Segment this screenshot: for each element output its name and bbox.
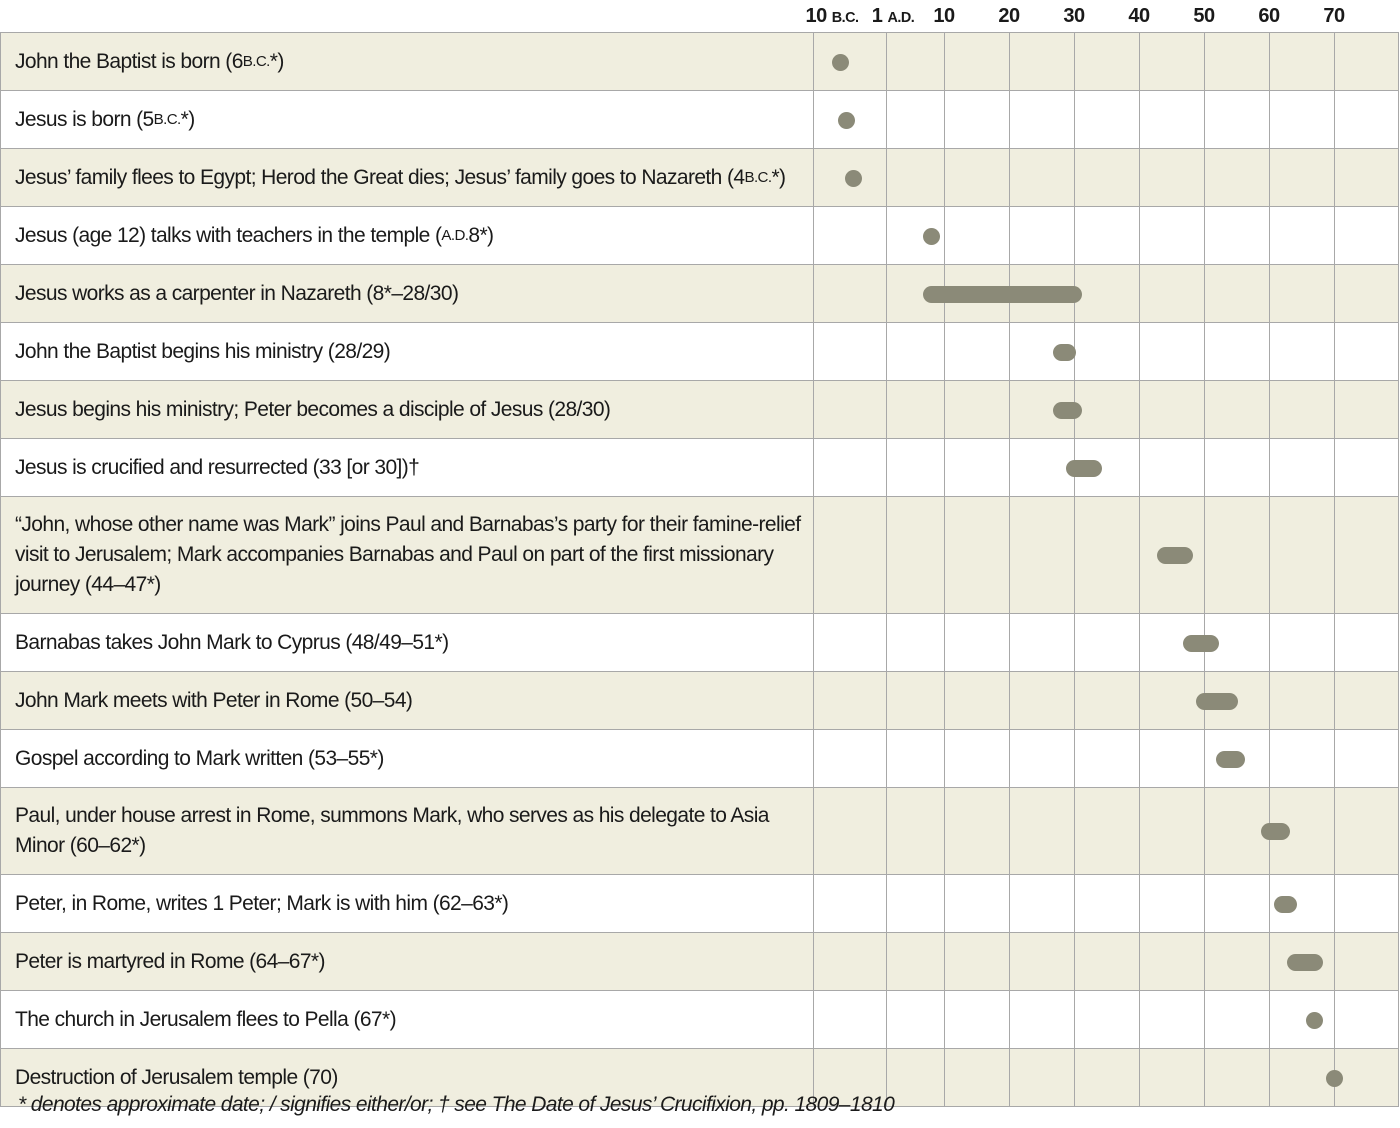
gridline: [944, 381, 945, 438]
event-row: [1, 381, 1399, 439]
event-timeline-cell: [814, 323, 1399, 380]
gridline: [944, 323, 945, 380]
gridline: [886, 323, 887, 380]
event-label: Jesus works as a carpenter in Nazareth (8*–28/30): [1, 265, 814, 322]
gridline: [944, 33, 945, 90]
event-row: [1, 91, 1399, 149]
gridline: [886, 991, 887, 1048]
gridline: [1139, 788, 1140, 874]
gridline: [1269, 730, 1270, 787]
gridline: [1139, 207, 1140, 264]
gridline: [1009, 33, 1010, 90]
gridline: [1334, 439, 1335, 496]
gridline: [1204, 439, 1205, 496]
gridline: [886, 91, 887, 148]
event-dot: [1306, 1012, 1323, 1029]
gridline: [944, 730, 945, 787]
event-label: The church in Jerusalem flees to Pella (67*): [1, 991, 814, 1048]
event-label: Barnabas takes John Mark to Cyprus (48/49–51*): [1, 614, 814, 671]
gridline: [1204, 323, 1205, 380]
gridline: [1139, 1049, 1140, 1106]
gridline: [1204, 991, 1205, 1048]
gridline: [1334, 788, 1335, 874]
gridline: [886, 614, 887, 671]
gridline: [1139, 614, 1140, 671]
gridline: [1204, 497, 1205, 613]
gridline: [1269, 207, 1270, 264]
event-timeline-cell: [814, 33, 1399, 90]
event-label: John the Baptist is born (6 B.C. *): [1, 33, 814, 90]
gridline: [944, 933, 945, 990]
gridline: [1139, 672, 1140, 729]
event-row: [1, 439, 1399, 497]
gridline: [944, 788, 945, 874]
gridline: [1269, 933, 1270, 990]
gridline: [1204, 91, 1205, 148]
event-timeline-cell: [814, 875, 1399, 932]
gridline: [1269, 875, 1270, 932]
gridline: [1009, 381, 1010, 438]
gridline: [886, 497, 887, 613]
gridline: [1204, 788, 1205, 874]
gridline: [1334, 91, 1335, 148]
gridline: [1074, 730, 1075, 787]
gridline: [1269, 33, 1270, 90]
event-dot: [845, 170, 862, 187]
axis-tick-label: 10 B.C.: [805, 5, 859, 27]
gridline: [1009, 614, 1010, 671]
gridline: [1334, 875, 1335, 932]
event-bar: [1183, 635, 1219, 652]
event-bar: [1216, 751, 1245, 768]
gridline: [944, 991, 945, 1048]
gridline: [1139, 265, 1140, 322]
gridline: [886, 875, 887, 932]
event-bar: [1157, 547, 1193, 564]
event-bar: [923, 286, 1082, 303]
gridline: [1334, 149, 1335, 206]
event-bar: [1196, 693, 1238, 710]
axis-tick-label: 10: [933, 5, 955, 27]
gridline: [944, 875, 945, 932]
gridline: [1009, 933, 1010, 990]
event-timeline-cell: [814, 381, 1399, 438]
gridline: [1074, 497, 1075, 613]
gridline: [1074, 614, 1075, 671]
gridline: [886, 265, 887, 322]
axis-tick-label: 70: [1323, 5, 1345, 27]
axis-tick-label: 1 A.D.: [871, 5, 915, 27]
event-label: Jesus’ family flees to Egypt; Herod the Great dies; Jesus’ family goes to Nazareth (4 B.C. *): [1, 149, 814, 206]
event-bar: [1261, 823, 1290, 840]
gridline: [1334, 33, 1335, 90]
event-row: [1, 323, 1399, 381]
gridline: [1204, 33, 1205, 90]
gridline: [1009, 730, 1010, 787]
axis-tick-label: 40: [1128, 5, 1150, 27]
gridline: [1139, 381, 1140, 438]
gridline: [1139, 933, 1140, 990]
axis-tick-label: 30: [1063, 5, 1085, 27]
event-label: Gospel according to Mark written (53–55*): [1, 730, 814, 787]
gridline: [1334, 730, 1335, 787]
gridline: [1204, 730, 1205, 787]
event-timeline-cell: [814, 149, 1399, 206]
gridline: [1269, 439, 1270, 496]
event-timeline-cell: [814, 788, 1399, 874]
gridline: [1074, 149, 1075, 206]
event-timeline-cell: [814, 91, 1399, 148]
gridline: [886, 730, 887, 787]
event-timeline-cell: [814, 207, 1399, 264]
event-timeline-cell: [814, 933, 1399, 990]
gridline: [1269, 672, 1270, 729]
gridline: [1139, 497, 1140, 613]
axis-tick-label: 50: [1193, 5, 1215, 27]
event-row: [1, 730, 1399, 788]
gridline: [1269, 381, 1270, 438]
timeline-axis-header: [0, 0, 1400, 32]
event-row: [1, 933, 1399, 991]
event-dot: [838, 112, 855, 129]
footnote: * denotes approximate date; / signifies either/or; † see The Date of Jesus’ Crucifixion, pp. 1809–1810: [18, 1093, 895, 1116]
event-row: [1, 207, 1399, 265]
event-row: [1, 497, 1399, 614]
gridline: [1074, 207, 1075, 264]
gridline: [1074, 933, 1075, 990]
event-row: [1, 33, 1399, 91]
gridline: [1009, 788, 1010, 874]
gridline: [1009, 1049, 1010, 1106]
event-timeline-cell: [814, 614, 1399, 671]
event-label: Destruction of Jerusalem temple (70): [1, 1049, 814, 1106]
gridline: [1269, 91, 1270, 148]
event-dot: [923, 228, 940, 245]
event-timeline-cell: [814, 991, 1399, 1048]
gridline: [1334, 207, 1335, 264]
gridline: [1139, 323, 1140, 380]
gridline: [1009, 991, 1010, 1048]
event-timeline-cell: [814, 265, 1399, 322]
gridline: [1009, 91, 1010, 148]
gridline: [1269, 614, 1270, 671]
event-timeline-cell: [814, 730, 1399, 787]
event-timeline-cell: [814, 439, 1399, 496]
gridline: [944, 207, 945, 264]
gridline: [1204, 933, 1205, 990]
gridline: [1334, 265, 1335, 322]
gridline: [1204, 207, 1205, 264]
event-row: [1, 265, 1399, 323]
gridline: [1139, 149, 1140, 206]
gridline: [886, 33, 887, 90]
gridline: [1009, 207, 1010, 264]
gridline: [1139, 439, 1140, 496]
gridline: [1009, 149, 1010, 206]
event-timeline-cell: [814, 1049, 1399, 1106]
gridline: [1269, 323, 1270, 380]
event-bar: [1053, 402, 1082, 419]
gridline: [1074, 875, 1075, 932]
gridline: [944, 672, 945, 729]
gridline: [1074, 991, 1075, 1048]
axis-tick-label: 20: [998, 5, 1020, 27]
gridline: [1269, 149, 1270, 206]
gridline: [1009, 323, 1010, 380]
gridline: [886, 207, 887, 264]
gridline: [944, 1049, 945, 1106]
gridline: [1334, 991, 1335, 1048]
event-label: “John, whose other name was Mark” joins Paul and Barnabas’s party for their famine-relief visit to Jerusalem; Mark accompanies Barnabas and Paul on part of the first missionary journey (44–47*): [1, 497, 814, 613]
gridline: [886, 672, 887, 729]
gridline: [1334, 497, 1335, 613]
event-label: John Mark meets with Peter in Rome (50–54): [1, 672, 814, 729]
event-bar: [1287, 954, 1323, 971]
event-bar: [1274, 896, 1297, 913]
gridline: [1334, 672, 1335, 729]
gridline: [1139, 730, 1140, 787]
event-label: Jesus is crucified and resurrected (33 [or 30])†: [1, 439, 814, 496]
event-label: Peter is martyred in Rome (64–67*): [1, 933, 814, 990]
event-timeline-cell: [814, 497, 1399, 613]
event-row: [1, 991, 1399, 1049]
gridline: [1009, 497, 1010, 613]
gridline: [1334, 323, 1335, 380]
gridline: [1009, 875, 1010, 932]
gridline: [944, 91, 945, 148]
event-label: Jesus begins his ministry; Peter becomes a disciple of Jesus (28/30): [1, 381, 814, 438]
gridline: [1009, 672, 1010, 729]
event-row: [1, 614, 1399, 672]
gridline: [1074, 788, 1075, 874]
gridline: [944, 497, 945, 613]
gridline: [1139, 33, 1140, 90]
event-row: [1, 149, 1399, 207]
gridline: [1269, 265, 1270, 322]
gridline: [886, 149, 887, 206]
gridline: [1334, 614, 1335, 671]
gridline: [1204, 265, 1205, 322]
gridline: [1204, 1049, 1205, 1106]
event-bar: [1066, 460, 1102, 477]
event-dot: [1326, 1070, 1343, 1087]
gridline: [1074, 33, 1075, 90]
gridline: [886, 933, 887, 990]
gridline: [1269, 497, 1270, 613]
axis-tick-label: 60: [1258, 5, 1280, 27]
gridline: [1334, 381, 1335, 438]
event-row: [1, 788, 1399, 875]
event-label: John the Baptist begins his ministry (28/29): [1, 323, 814, 380]
event-label: Paul, under house arrest in Rome, summons Mark, who serves as his delegate to Asia Minor (60–62*): [1, 788, 814, 874]
event-dot: [832, 54, 849, 71]
gridline: [944, 149, 945, 206]
event-label: Jesus is born (5 B.C. *): [1, 91, 814, 148]
event-label: Peter, in Rome, writes 1 Peter; Mark is with him (62–63*): [1, 875, 814, 932]
gridline: [1139, 991, 1140, 1048]
gridline: [1269, 1049, 1270, 1106]
gridline: [1204, 149, 1205, 206]
gridline: [1009, 439, 1010, 496]
gridline: [1269, 991, 1270, 1048]
gridline: [944, 614, 945, 671]
gridline: [1204, 381, 1205, 438]
event-bar: [1053, 344, 1076, 361]
gridline: [1139, 91, 1140, 148]
gridline: [1074, 672, 1075, 729]
event-label: Jesus (age 12) talks with teachers in the temple ( A.D. 8*): [1, 207, 814, 264]
event-timeline-cell: [814, 672, 1399, 729]
event-row: [1, 672, 1399, 730]
gridline: [886, 381, 887, 438]
gridline: [886, 788, 887, 874]
gridline: [1074, 1049, 1075, 1106]
gridline: [886, 439, 887, 496]
gridline: [944, 439, 945, 496]
event-row: [1, 875, 1399, 933]
gridline: [1334, 933, 1335, 990]
gridline: [1139, 875, 1140, 932]
timeline-table: [0, 32, 1399, 1107]
gridline: [1074, 91, 1075, 148]
gridline: [1204, 875, 1205, 932]
